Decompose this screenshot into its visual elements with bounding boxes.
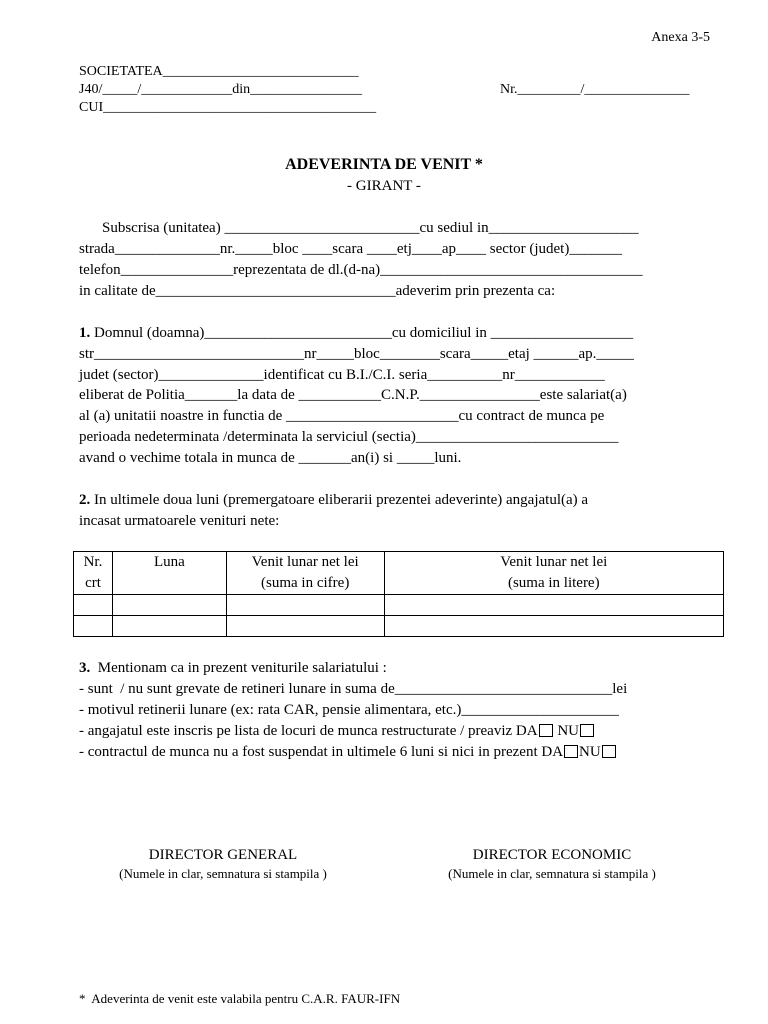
registry-number-field: J40/_____/_____________din________________ xyxy=(79,82,363,97)
intro-line-4: in calitate de________________________________adeverim prin prezenta ca: xyxy=(79,283,556,299)
header-venit-cifre: Venit lunar net lei (suma in cifre) xyxy=(226,552,384,595)
section-2-line-2: incasat urmatoarele venituri nete: xyxy=(79,513,280,529)
table-cell[interactable] xyxy=(112,595,226,616)
section-3-line-1 xyxy=(79,658,387,679)
section-3-line-4 xyxy=(79,721,595,742)
section-1-number: 1. xyxy=(79,325,91,341)
section-3-line-2: - sunt / nu sunt grevate de retineri lunare in suma de_____________________________lei xyxy=(79,681,628,697)
director-general-note: (Numele in clar, semnatura si stampila ) xyxy=(119,866,327,881)
table-cell[interactable] xyxy=(74,616,113,637)
section-3-line-5 xyxy=(79,742,617,763)
preaviz-nu-label: NU xyxy=(553,723,579,739)
annex-label: Anexa 3-5 xyxy=(651,30,710,45)
table-row xyxy=(74,595,724,616)
table-row xyxy=(74,616,724,637)
section-1-text: Domnul (doamna)_________________________cu domiciliul in ___________________ xyxy=(90,325,634,341)
table-cell[interactable] xyxy=(74,595,113,616)
section-2-text: In ultimele doua luni (premergatoare eliberarii prezentei adeverinte) angajatul(a) a xyxy=(90,492,589,508)
footnote: * Adeverinta de venit este valabila pentru C.A.R. FAUR-IFN xyxy=(79,991,401,1006)
document-subtitle: - GIRANT - xyxy=(347,178,421,194)
section-1-line-1 xyxy=(79,323,633,344)
income-table-header-row xyxy=(74,552,724,595)
suspendat-text: - contractul de munca nu a fost suspendat in ultimele 6 luni si nici in prezent DA xyxy=(79,744,564,760)
section-1-line-3: judet (sector)______________identificat cu B.I./C.I. seria__________nr____________ xyxy=(79,367,605,383)
header-nr-crt: Nr. crt xyxy=(74,552,113,595)
section-3-line-3: - motivul retinerii lunare (ex: rata CAR, pensie alimentara, etc.)_____________________ xyxy=(79,702,619,718)
suspendat-nu-label: NU xyxy=(579,744,601,760)
section-2-number: 2. xyxy=(79,492,91,508)
intro-line-1: Subscrisa (unitatea) __________________________cu sediul in____________________ xyxy=(102,220,639,236)
section-2-line-1 xyxy=(79,490,588,511)
fiscal-code-field: CUI_______________________________________ xyxy=(79,100,377,115)
table-cell[interactable] xyxy=(384,616,723,637)
preaviz-da-checkbox[interactable] xyxy=(539,724,553,737)
company-name-field: SOCIETATEA____________________________ xyxy=(79,64,359,79)
preaviz-nu-checkbox[interactable] xyxy=(580,724,594,737)
intro-line-3: telefon_______________reprezentata de dl.(d-na)___________________________________ xyxy=(79,262,643,278)
section-1-line-5: al (a) unitatii noastre in functia de _______________________cu contract de munca pe xyxy=(79,408,605,424)
section-1-line-7: avand o vechime totala in munca de _______an(i) si _____luni. xyxy=(79,450,462,466)
director-economic-note: (Numele in clar, semnatura si stampila ) xyxy=(448,866,656,881)
section-1-line-2: str____________________________nr_____bloc________scara_____etaj ______ap._____ xyxy=(79,346,634,362)
income-table xyxy=(73,551,724,637)
document-number-field: Nr._________/_______________ xyxy=(500,82,690,97)
table-cell[interactable] xyxy=(226,595,384,616)
table-cell[interactable] xyxy=(384,595,723,616)
document-title: ADEVERINTA DE VENIT * xyxy=(285,156,483,173)
preaviz-text: - angajatul este inscris pe lista de locuri de munca restructurate / preaviz DA xyxy=(79,723,538,739)
header-venit-litere: Venit lunar net lei (suma in litere) xyxy=(384,552,723,595)
section-3-number: 3. xyxy=(79,660,91,676)
section-1-line-4: eliberat de Politia_______la data de ___________C.N.P.________________este salariat(a) xyxy=(79,387,627,403)
section-3-text: Mentionam ca in prezent veniturile salariatului : xyxy=(90,660,387,676)
section-1-line-6: perioada nedeterminata /determinata la serviciul (sectia)___________________________ xyxy=(79,429,619,445)
suspendat-da-checkbox[interactable] xyxy=(564,745,578,758)
table-cell[interactable] xyxy=(226,616,384,637)
intro-line-2: strada______________nr._____bloc ____scara ____etj____ap____ sector (judet)_______ xyxy=(79,241,622,257)
table-cell[interactable] xyxy=(112,616,226,637)
suspendat-nu-checkbox[interactable] xyxy=(602,745,616,758)
director-economic-title: DIRECTOR ECONOMIC xyxy=(472,847,632,863)
director-general-title: DIRECTOR GENERAL xyxy=(148,847,298,863)
header-luna: Luna xyxy=(112,552,226,595)
